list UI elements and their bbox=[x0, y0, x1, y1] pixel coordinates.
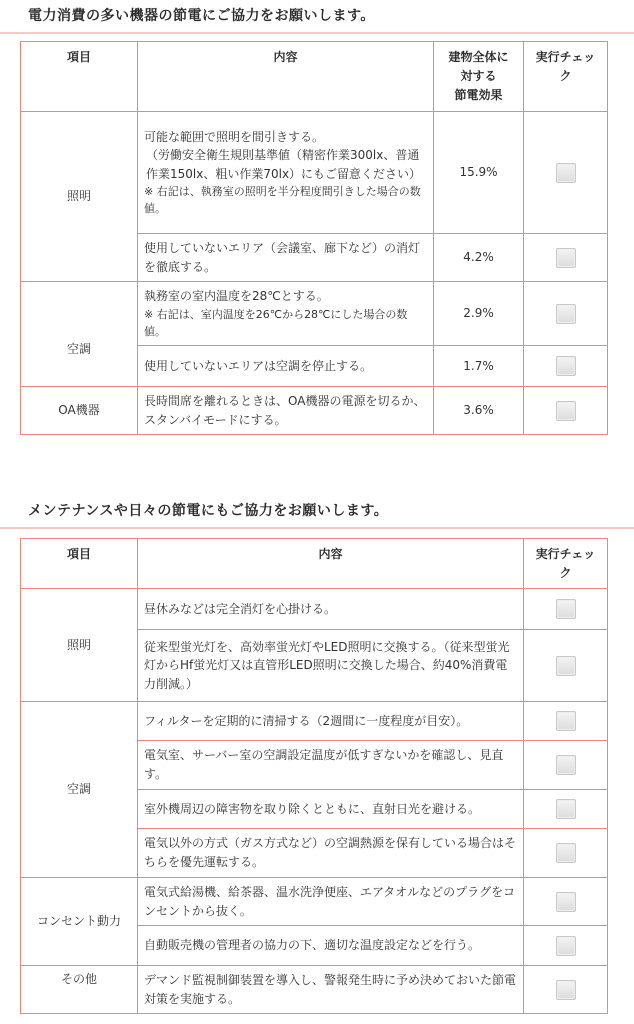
section2-title: メンテナンスや日々の節電にもご協力をお願いします。 bbox=[28, 503, 389, 519]
row-content bbox=[138, 112, 434, 234]
checkbox[interactable] bbox=[556, 711, 576, 731]
header-content: 内容 bbox=[138, 42, 434, 112]
row-check-cell bbox=[524, 790, 608, 829]
checkbox[interactable] bbox=[556, 401, 576, 421]
row-check-cell bbox=[524, 589, 608, 630]
header-effect bbox=[434, 42, 524, 112]
header-check-line1: 実行チェッ bbox=[535, 547, 596, 561]
row-check-cell bbox=[524, 878, 608, 926]
checkbox[interactable] bbox=[556, 656, 576, 676]
row-content bbox=[138, 282, 434, 346]
table-row bbox=[21, 966, 608, 1014]
row-content: 使用していないエリアは空調を停止する。 bbox=[138, 346, 434, 387]
section2-table bbox=[20, 538, 608, 1014]
checkbox[interactable] bbox=[556, 304, 576, 324]
row-content: 電気式給湯機、給茶器、温水洗浄便座、エアタオルなどのプラグをコンセントから抜く。 bbox=[138, 878, 524, 926]
header-check-line2: ク bbox=[559, 566, 572, 581]
row-check-cell bbox=[524, 346, 608, 387]
section1-title-rule bbox=[0, 32, 634, 34]
row-note: ※ 右記は、室内温度を26℃から28℃にした場合の数値。 bbox=[144, 307, 408, 338]
row-check-cell bbox=[524, 926, 608, 966]
checkbox[interactable] bbox=[556, 163, 576, 183]
row-content: デマンド監視制御装置を導入し、警報発生時に予め決めておいた節電対策を実施する。 bbox=[138, 966, 524, 1014]
row-content: 従来型蛍光灯を、高効率蛍光灯やLED照明に交換する。（従来型蛍光灯からHf蛍光灯又は直管形LED照明に交換した場合、約40%消費電力削減。） bbox=[138, 630, 524, 702]
table-row bbox=[21, 387, 608, 435]
row-content: 自動販売機の管理者の協力の下、適切な温度設定などを行う。 bbox=[138, 926, 524, 966]
row-content: 使用していないエリア（会議室、廊下など）の消灯を徹底する。 bbox=[138, 234, 434, 282]
checkbox[interactable] bbox=[556, 755, 576, 775]
category-oa: OA機器 bbox=[21, 387, 138, 435]
category-lighting: 照明 bbox=[21, 589, 138, 702]
header-effect-line3: 節電効果 bbox=[454, 88, 503, 103]
header-check bbox=[524, 42, 608, 112]
row-check-cell bbox=[524, 387, 608, 435]
checkbox[interactable] bbox=[556, 843, 576, 863]
category-other: その他 bbox=[21, 966, 138, 1014]
row-check-cell bbox=[524, 829, 608, 878]
row-text-sub: （労働安全衛生規則基準値（精密作業300lx、普通作業150lx、粗い作業70lx）にもご留意ください） bbox=[146, 148, 422, 181]
checkbox[interactable] bbox=[556, 980, 576, 1000]
row-percent: 4.2% bbox=[434, 234, 524, 282]
row-content: 昼休みなどは完全消灯を心掛ける。 bbox=[138, 589, 524, 630]
checkbox[interactable] bbox=[556, 892, 576, 912]
table-row bbox=[21, 112, 608, 234]
category-lighting: 照明 bbox=[21, 112, 138, 282]
table-row bbox=[21, 878, 608, 926]
row-check-cell bbox=[524, 966, 608, 1014]
section1-title: 電力消費の多い機器の節電にご協力をお願いします。 bbox=[28, 8, 375, 24]
header-effect-line1: 建物全体に bbox=[448, 50, 509, 64]
row-percent: 15.9% bbox=[434, 112, 524, 234]
header-content: 内容 bbox=[138, 539, 524, 589]
row-percent: 3.6% bbox=[434, 387, 524, 435]
row-check-cell bbox=[524, 234, 608, 282]
table-row bbox=[21, 589, 608, 630]
header-check-line1: 実行チェッ bbox=[535, 50, 596, 64]
section2-title-rule bbox=[0, 527, 634, 529]
category-outlet: コンセント動力 bbox=[21, 878, 138, 966]
row-content: フィルターを定期的に清掃する（2週間に一度程度が目安）。 bbox=[138, 702, 524, 741]
table-row bbox=[21, 282, 608, 346]
header-item: 項目 bbox=[21, 539, 138, 589]
checkbox[interactable] bbox=[556, 799, 576, 819]
row-content: 長時間席を離れるときは、OA機器の電源を切るか、スタンバイモードにする。 bbox=[138, 387, 434, 435]
row-check-cell bbox=[524, 741, 608, 790]
checkbox[interactable] bbox=[556, 356, 576, 376]
category-aircon: 空調 bbox=[21, 702, 138, 878]
row-check-cell bbox=[524, 630, 608, 702]
category-aircon: 空調 bbox=[21, 282, 138, 387]
row-percent: 2.9% bbox=[434, 282, 524, 346]
table-header-row bbox=[21, 539, 608, 589]
header-check-line2: ク bbox=[559, 69, 572, 84]
header-effect-line2: 対する bbox=[460, 69, 497, 84]
row-text: 可能な範囲で照明を間引きする。 bbox=[144, 129, 325, 144]
row-text: 執務室の室内温度を28℃とする。 bbox=[144, 289, 329, 304]
table-header-row bbox=[21, 42, 608, 112]
row-check-cell bbox=[524, 702, 608, 741]
header-check bbox=[524, 539, 608, 589]
checkbox[interactable] bbox=[556, 248, 576, 268]
checkbox[interactable] bbox=[556, 599, 576, 619]
section1-table bbox=[20, 41, 608, 435]
row-content: 室外機周辺の障害物を取り除くとともに、直射日光を避ける。 bbox=[138, 790, 524, 829]
row-check-cell bbox=[524, 282, 608, 346]
row-check-cell bbox=[524, 112, 608, 234]
row-content: 電気以外の方式（ガス方式など）の空調熱源を保有している場合はそちらを優先運転する。 bbox=[138, 829, 524, 878]
header-item: 項目 bbox=[21, 42, 138, 112]
row-content: 電気室、サーバー室の空調設定温度が低すぎないかを確認し、見直す。 bbox=[138, 741, 524, 790]
row-percent: 1.7% bbox=[434, 346, 524, 387]
row-note: ※ 右記は、執務室の照明を半分程度間引きした場合の数値。 bbox=[144, 185, 421, 216]
table-row bbox=[21, 702, 608, 741]
checkbox[interactable] bbox=[556, 936, 576, 956]
